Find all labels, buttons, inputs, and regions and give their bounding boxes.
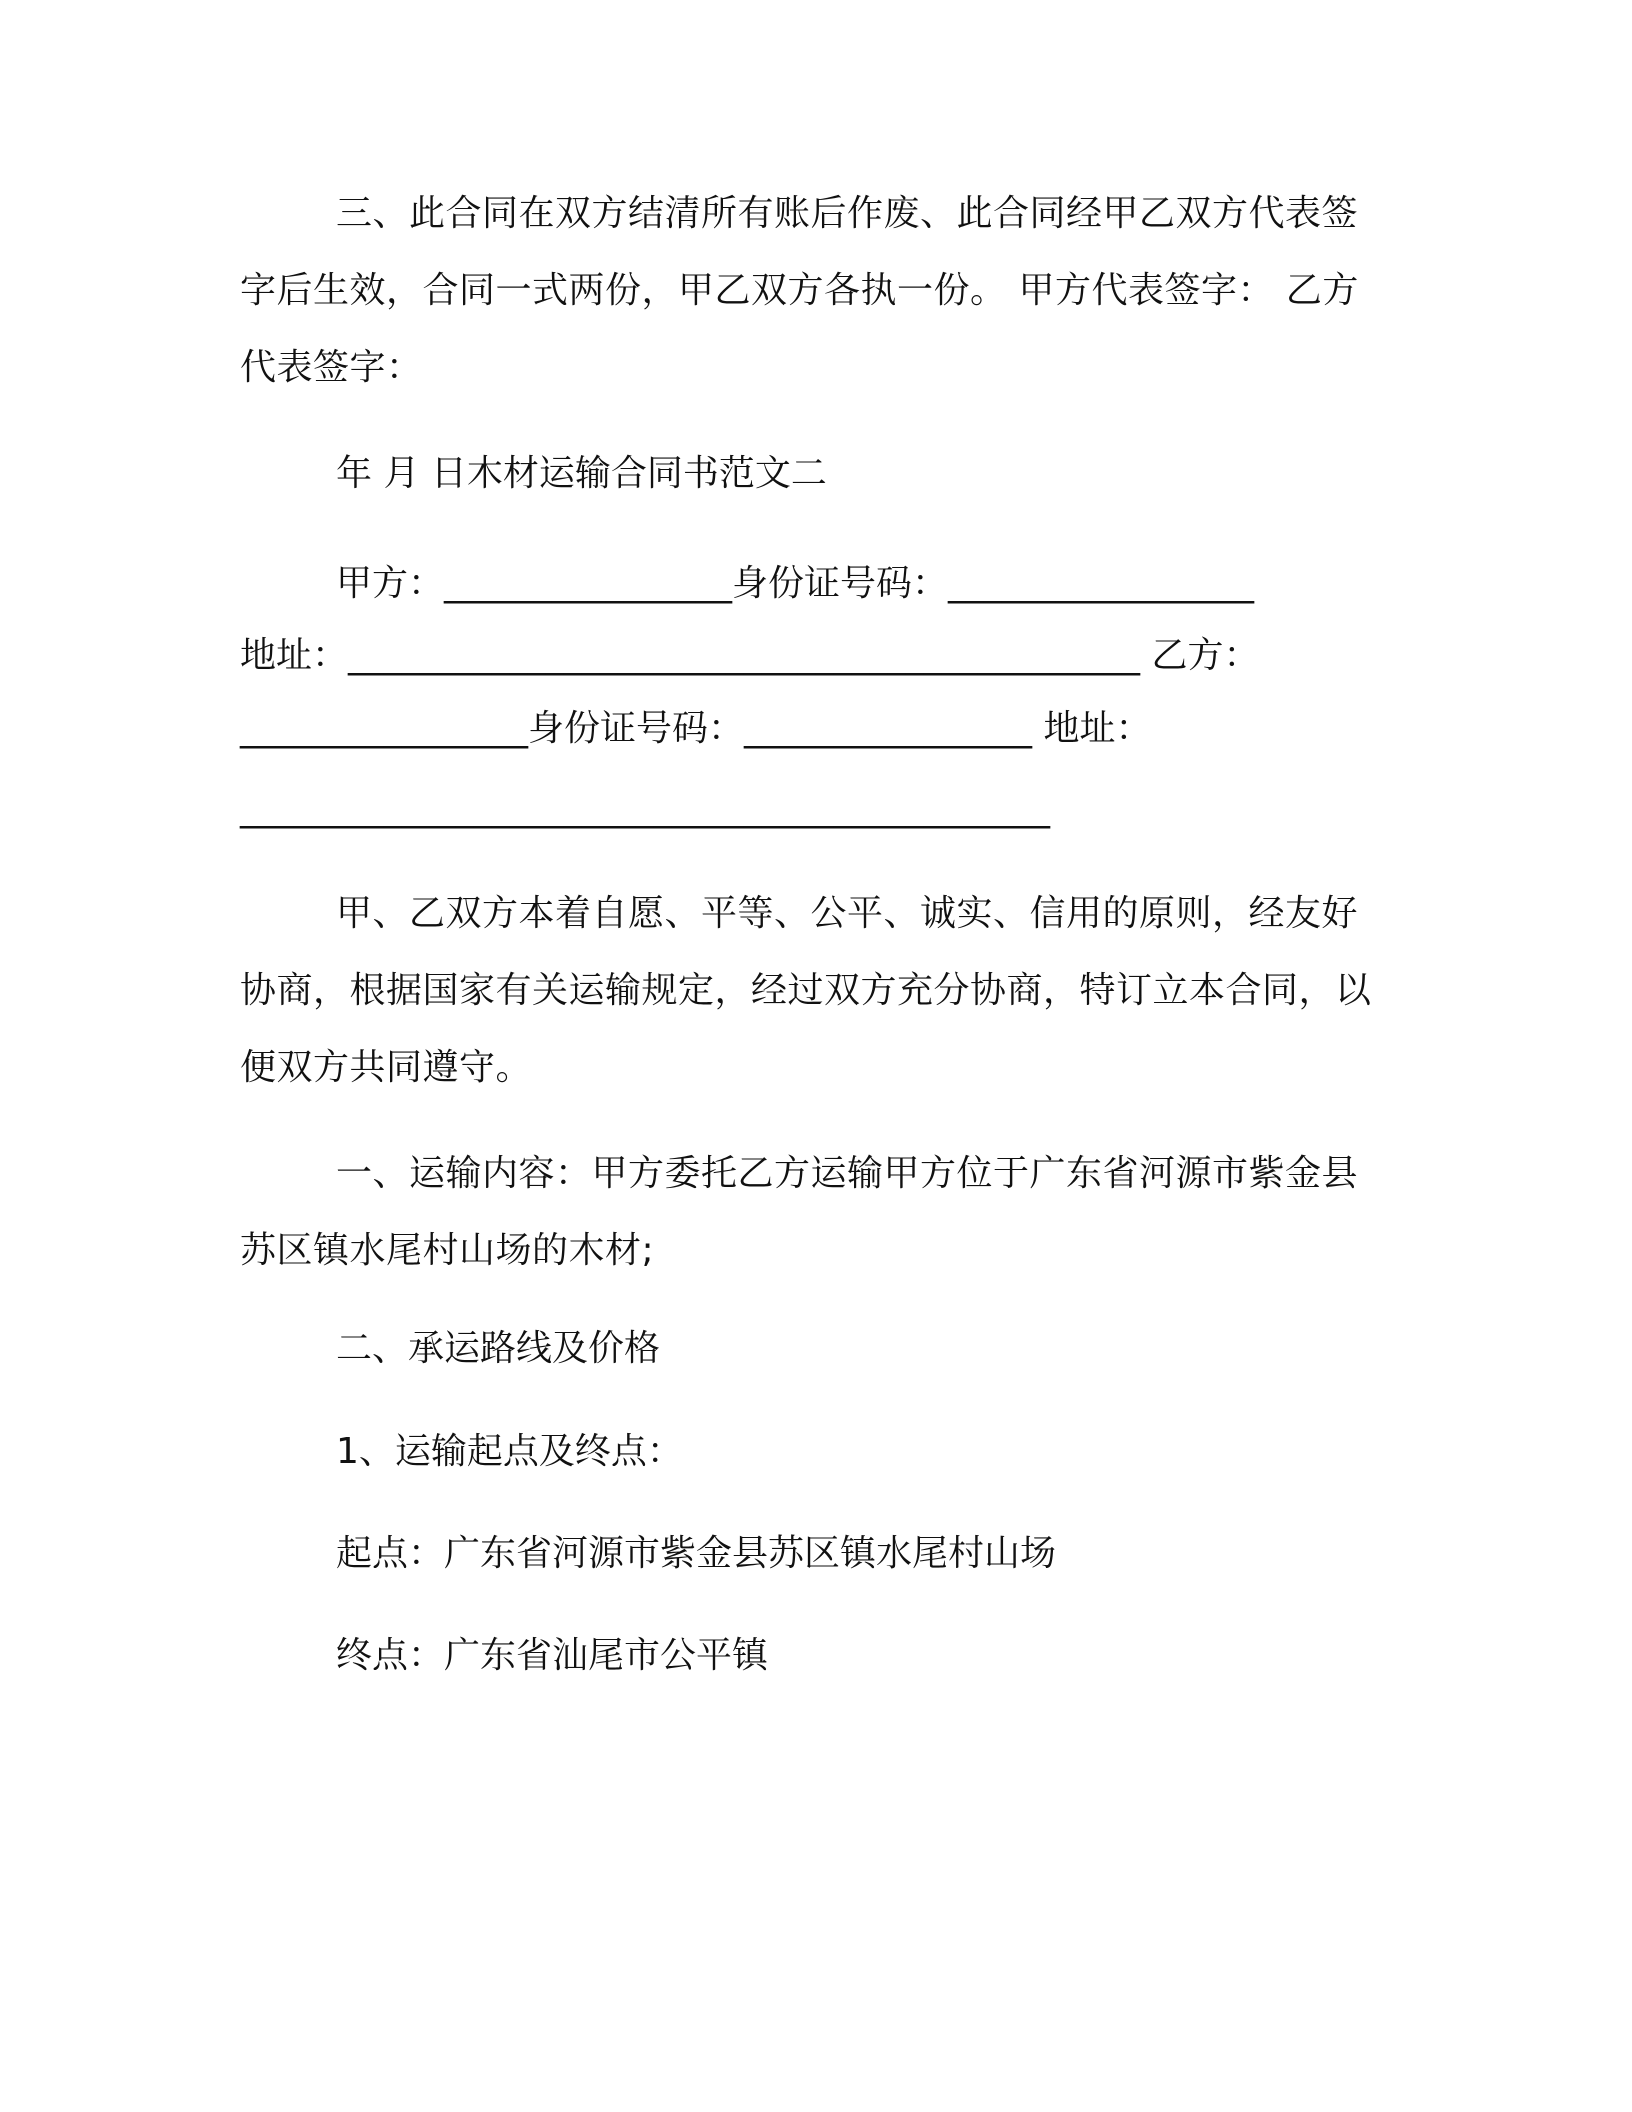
preamble-paragraph: 甲、乙双方本着自愿、平等、公平、诚实、信用的原则，经友好协商，根据国家有关运输规定，经过双方充分协商，特订立本合同，以便双方共同遵守。 bbox=[240, 893, 1372, 1088]
address-a-line: 地址：____________________________________________ 乙方： bbox=[240, 635, 1260, 676]
date-and-title-line: 年 月 日木材运输合同书范文二 bbox=[336, 453, 827, 494]
address-b-line: _____________________________________________ bbox=[240, 788, 1050, 829]
clause-three-paragraph: 三、此合同在双方结清所有账后作废、此合同经甲乙双方代表签字后生效，合同一式两份，甲乙双方各执一份。 甲方代表签字： 乙方代表签字： bbox=[240, 193, 1359, 388]
start-point-line: 起点：广东省河源市紫金县苏区镇水尾村山场 bbox=[336, 1533, 1057, 1574]
party-a-line: 甲方：________________身份证号码：_________________ bbox=[336, 563, 1255, 604]
end-point-line: 终点：广东省汕尾市公平镇 bbox=[336, 1635, 769, 1676]
party-b-line: ________________身份证号码：________________ 地址： bbox=[240, 708, 1152, 749]
item-one-paragraph: 一、运输内容：甲方委托乙方运输甲方位于广东省河源市紫金县苏区镇水尾村山场的木材; bbox=[240, 1153, 1359, 1271]
item-two-one-heading: 1、运输起点及终点： bbox=[336, 1431, 683, 1472]
item-two-heading: 二、承运路线及价格 bbox=[336, 1328, 661, 1369]
